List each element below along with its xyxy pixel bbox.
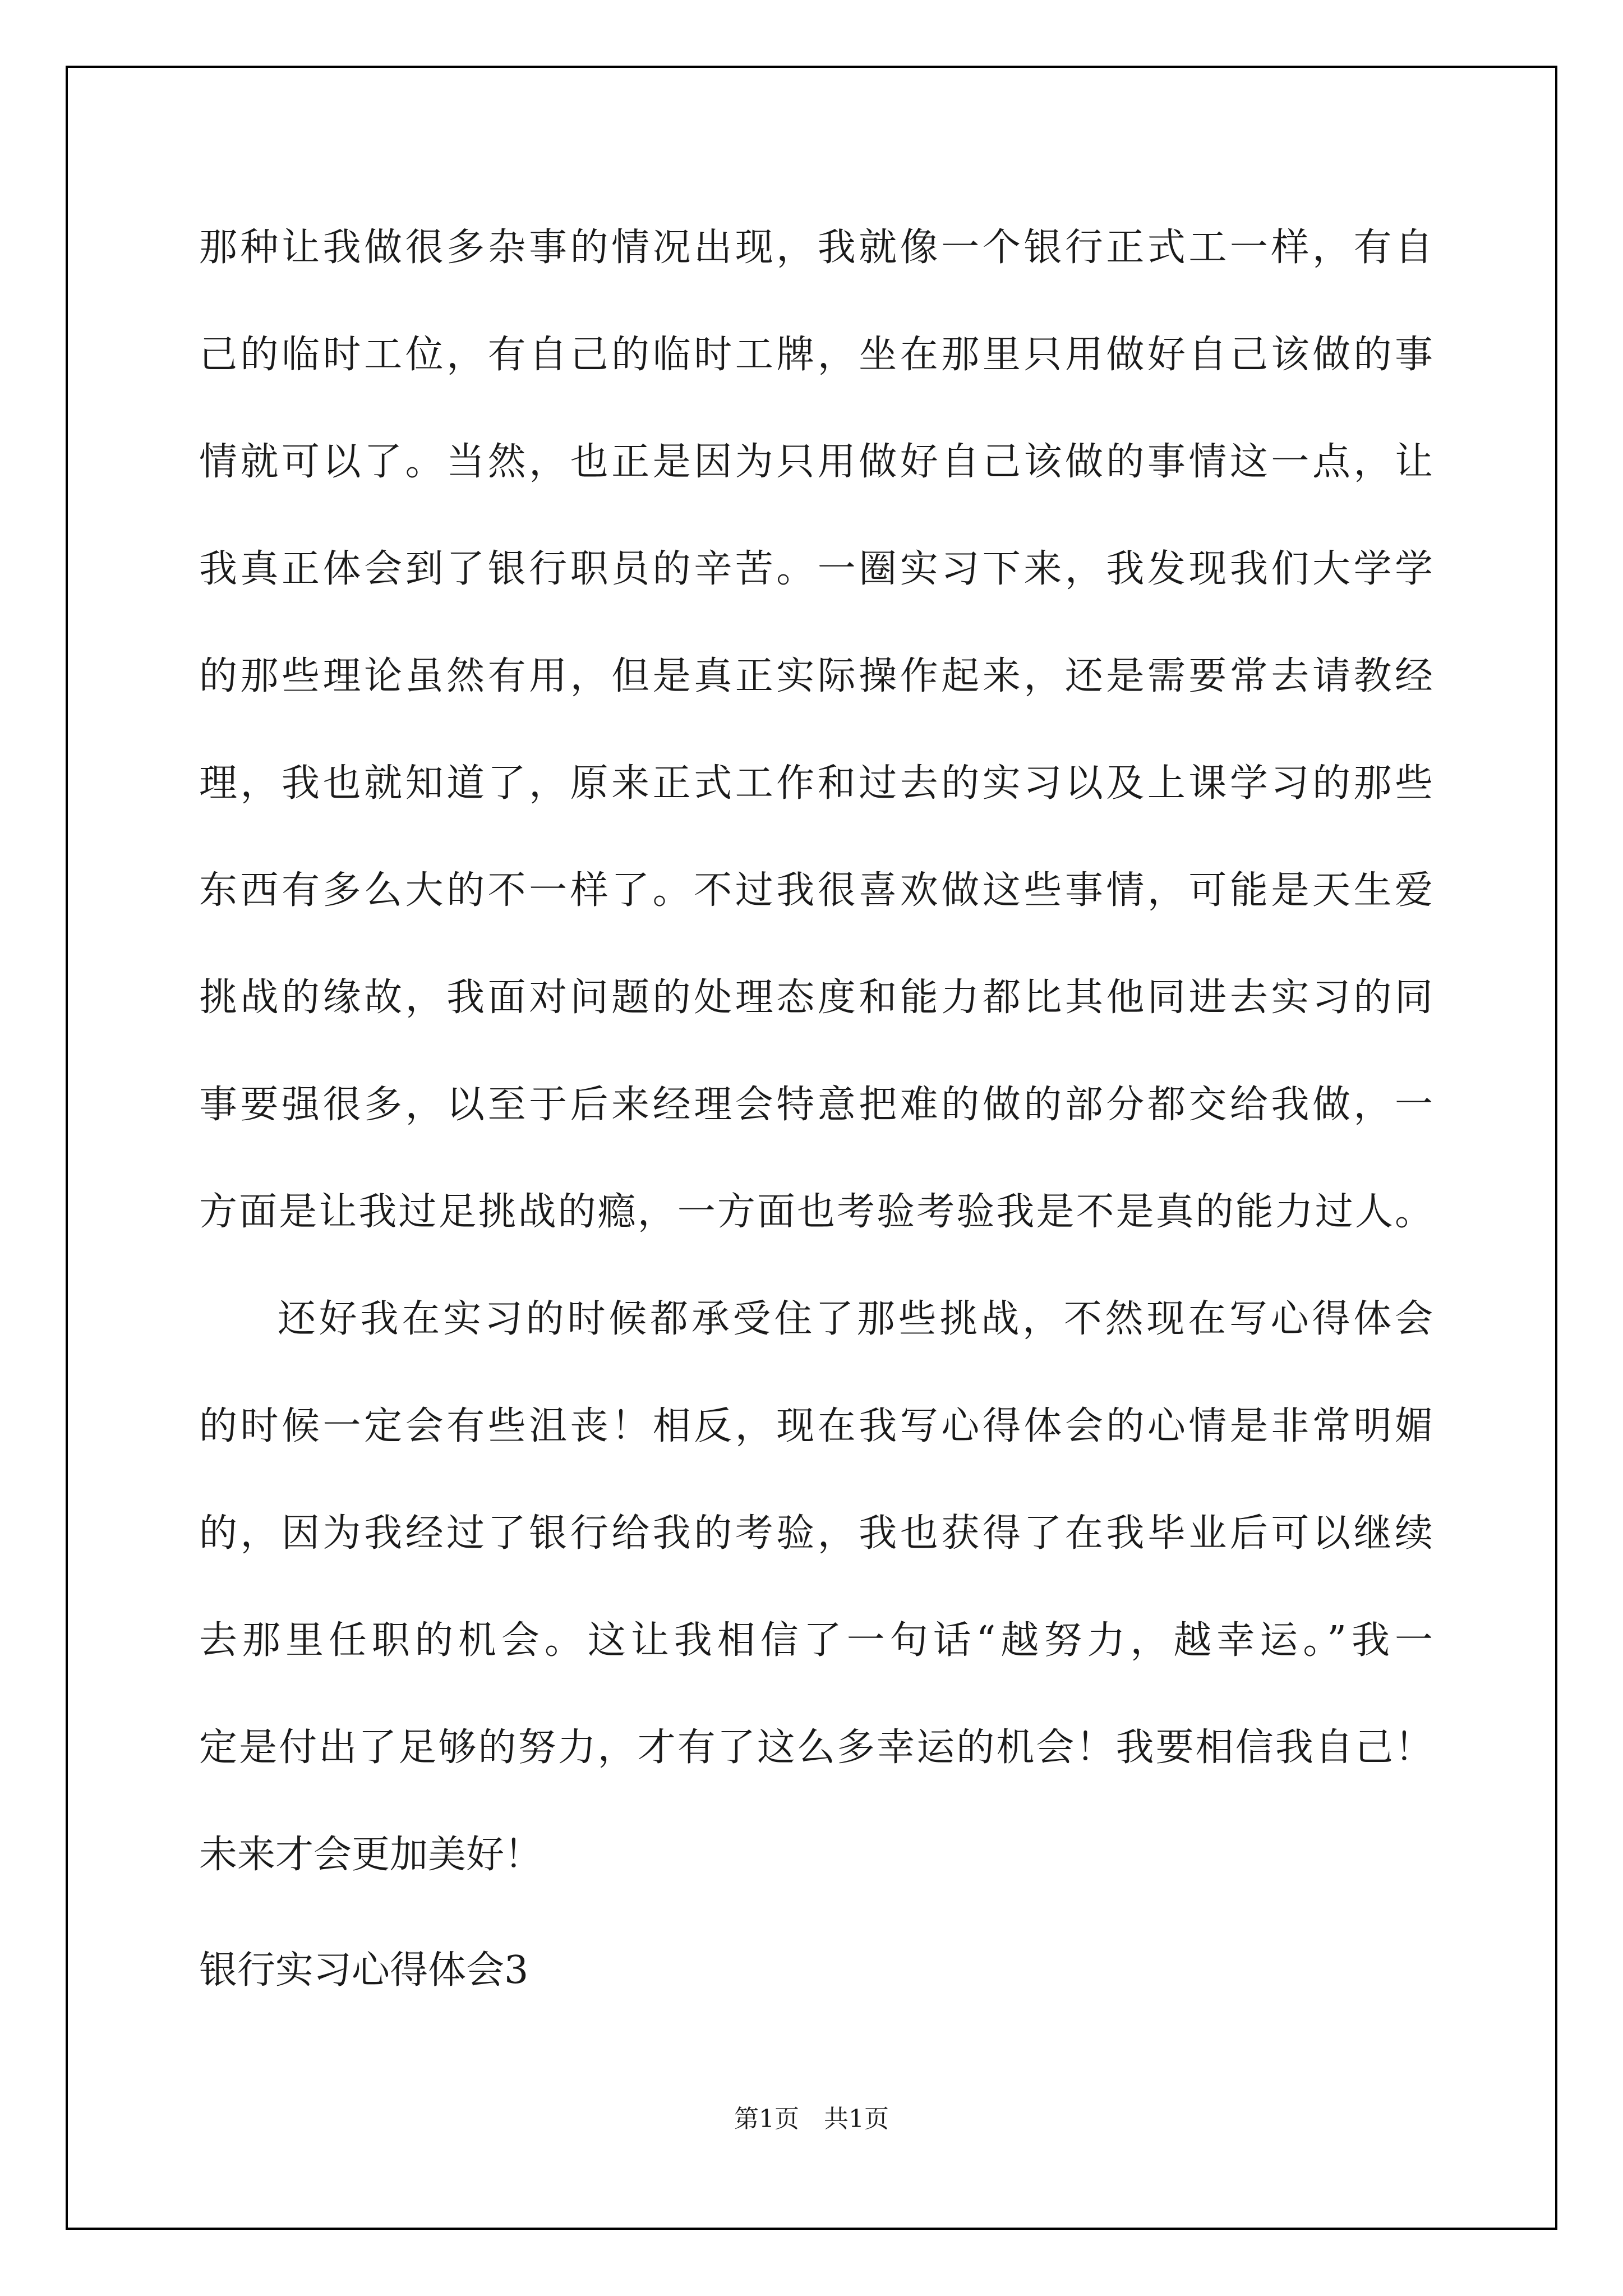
paragraph-line: 事要强很多，以至于后来经理会特意把难的做的部分都交给我做，一 bbox=[199, 1083, 1433, 1127]
section-heading: 银行实习心得体会3 bbox=[199, 1948, 529, 1993]
paragraph-line: 定是付出了足够的努力，才有了这么多幸运的机会！我要相信我自己！ bbox=[199, 1726, 1433, 1770]
paragraph-line: 方面是让我过足挑战的瘾，一方面也考验考验我是不是真的能力过人。 bbox=[199, 1190, 1433, 1234]
paragraph-line: 去那里任职的机会。这让我相信了一句话“越努力，越幸运。”我一 bbox=[199, 1618, 1433, 1663]
paragraph-line: 还好我在实习的时候都承受住了那些挑战，不然现在写心得体会 bbox=[278, 1297, 1433, 1341]
paragraph-line: 理，我也就知道了，原来正式工作和过去的实习以及上课学习的那些 bbox=[199, 761, 1433, 806]
paragraph-line: 情就可以了。当然，也正是因为只用做好自己该做的事情这一点，让 bbox=[199, 440, 1433, 484]
paragraph-line: 的那些理论虽然有用，但是真正实际操作起来，还是需要常去请教经 bbox=[199, 654, 1433, 698]
page-footer: 第1页 共1页 bbox=[734, 2105, 889, 2133]
paragraph-line: 东西有多么大的不一样了。不过我很喜欢做这些事情，可能是天生爱 bbox=[199, 868, 1433, 913]
paragraph-line: 未来才会更加美好！ bbox=[199, 1833, 543, 1877]
paragraph-line: 己的临时工位，有自己的临时工牌，坐在那里只用做好自己该做的事 bbox=[199, 333, 1433, 377]
paragraph-line: 的，因为我经过了银行给我的考验，我也获得了在我毕业后可以继续 bbox=[199, 1511, 1433, 1556]
paragraph-line: 的时候一定会有些沮丧！相反，现在我写心得体会的心情是非常明媚 bbox=[199, 1404, 1433, 1448]
document-body bbox=[199, 220, 1433, 1934]
paragraph-line: 那种让我做很多杂事的情况出现，我就像一个银行正式工一样，有自 bbox=[199, 226, 1433, 270]
paragraph-1 bbox=[199, 220, 1433, 1291]
paragraph-line: 挑战的缘故，我面对问题的处理态度和能力都比其他同进去实习的同 bbox=[199, 976, 1433, 1020]
paragraph-2 bbox=[199, 1291, 1433, 1934]
paragraph-line: 我真正体会到了银行职员的辛苦。一圈实习下来，我发现我们大学学 bbox=[199, 547, 1433, 591]
